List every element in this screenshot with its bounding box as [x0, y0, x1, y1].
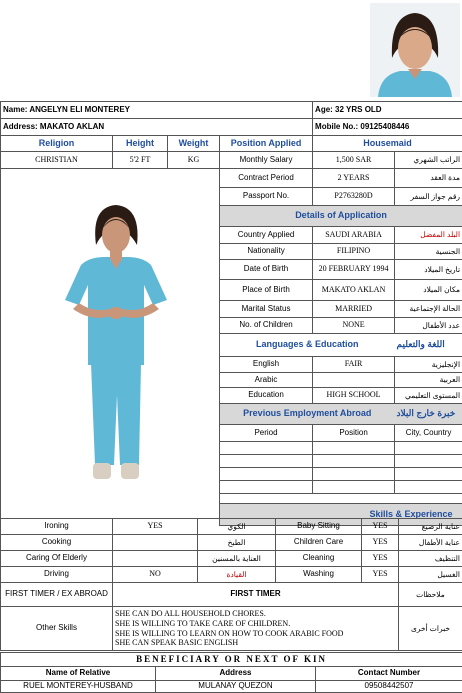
education-value: HIGH SCHOOL: [313, 388, 395, 404]
language-value: [313, 373, 395, 388]
language-value: FAIR: [313, 357, 395, 373]
employment-cell: [220, 455, 313, 468]
details-value: FILIPINO: [313, 244, 395, 260]
employment-cell: [220, 481, 313, 494]
relative-contact: 09508442507: [316, 681, 462, 693]
name-field: Name: ANGELYN ELI MONTEREY: [1, 102, 313, 119]
position-header: Position Applied: [220, 136, 313, 152]
details-label: Place of Birth: [220, 280, 313, 301]
skill-label: Caring Of Elderly: [1, 551, 113, 567]
employment-cell: [220, 442, 313, 455]
employment-cell: [313, 455, 395, 468]
language-ar: الإنجليزية: [395, 357, 462, 373]
religion-value: CHRISTIAN: [1, 152, 113, 169]
full-body-photo-cell: [1, 169, 220, 526]
info-table: [0, 101, 462, 526]
beneficiary-col: Address: [156, 667, 316, 681]
details-label: No. of Children: [220, 318, 313, 334]
job-label: Monthly Salary: [220, 152, 313, 169]
job-value: 1,500 SAR: [313, 152, 395, 169]
age-field: Age: 32 YRS OLD: [313, 102, 462, 119]
employment-cell: [313, 468, 395, 481]
skill-value: [113, 535, 198, 551]
height-header: Height: [113, 136, 168, 152]
skill-label: Cooking: [1, 535, 113, 551]
skill-ar: التنظيف: [399, 551, 462, 567]
employment-cell: [220, 468, 313, 481]
employment-cell: [395, 481, 462, 494]
details-ar: عدد الأطفال: [395, 318, 462, 334]
employment-header-ar: خبرة خارج البلاد: [395, 404, 462, 425]
employment-col: City, Country: [395, 425, 462, 442]
details-label: Nationality: [220, 244, 313, 260]
skill-ar: عناية الرضيع: [399, 519, 462, 535]
skill-ar: الكوي: [198, 519, 276, 535]
beneficiary-col: Name of Relative: [1, 667, 156, 681]
details-ar: الجنسية: [395, 244, 462, 260]
details-label: Date of Birth: [220, 260, 313, 280]
remarks-ar: ملاحظات: [399, 583, 462, 607]
address-field: Address: MAKATO AKLAN: [1, 119, 313, 136]
education-label: Education: [220, 388, 313, 404]
skill-ar: الغسيل: [399, 567, 462, 583]
skill-label: Baby Sitting: [276, 519, 362, 535]
mobile-field: Mobile No.: 09125408446: [313, 119, 462, 136]
skill-ar: عناية الأطفال: [399, 535, 462, 551]
skill-ar: القيادة: [198, 567, 276, 583]
details-value: NONE: [313, 318, 395, 334]
details-ar: الحالة الإجتماعية: [395, 301, 462, 318]
skills-table: [0, 518, 462, 651]
employment-cell: [313, 442, 395, 455]
employment-cell: [395, 442, 462, 455]
details-label: Country Applied: [220, 227, 313, 244]
other-skills-label: Other Skills: [1, 607, 113, 651]
relative-address: MULANAY QUEZON: [156, 681, 316, 693]
height-value: 5'2 FT: [113, 152, 168, 169]
passport-value: P2763280D: [313, 188, 395, 206]
beneficiary-table: [0, 652, 462, 693]
skill-label: Driving: [1, 567, 113, 583]
details-label: Marital Status: [220, 301, 313, 318]
skill-label: Cleaning: [276, 551, 362, 567]
employment-col: Period: [220, 425, 313, 442]
other-skill-line: SHE IS WILLING TO TAKE CARE OF CHILDREN.: [115, 618, 291, 628]
employment-col: Position: [313, 425, 395, 442]
weight-header: Weight: [168, 136, 220, 152]
skill-value: YES: [362, 535, 399, 551]
details-value: MAKATO AKLAN: [313, 280, 395, 301]
details-value: 20 FEBRUARY 1994: [313, 260, 395, 280]
languages-header: Languages & Education: [220, 334, 395, 357]
details-ar: تاريخ الميلاد: [395, 260, 462, 280]
details-value: MARRIED: [313, 301, 395, 318]
language-ar: العربية: [395, 373, 462, 388]
employment-cell: [313, 481, 395, 494]
education-ar: المستوى التعليمي: [395, 388, 462, 404]
skill-label: Children Care: [276, 535, 362, 551]
employment-cell: [395, 455, 462, 468]
contract-label: Contract Period: [220, 169, 313, 188]
details-ar: مكان الميلاد: [395, 280, 462, 301]
other-skill-line: SHE CAN DO ALL HOUSEHOLD CHORES.: [115, 609, 266, 619]
contract-ar: مدة العقد: [395, 169, 462, 188]
other-skill-line: SHE CAN SPEAK BASIC ENGLISH: [115, 638, 239, 648]
beneficiary-col: Contact Number: [316, 667, 462, 681]
skill-ar: العناية بالمسنين: [198, 551, 276, 567]
beneficiary-title: BENEFICIARY OR NEXT OF KIN: [1, 653, 462, 667]
contract-value: 2 YEARS: [313, 169, 395, 188]
employment-cell: [395, 468, 462, 481]
language-label: English: [220, 357, 313, 373]
skill-value: YES: [362, 519, 399, 535]
languages-header-ar: اللغة والتعليم: [395, 334, 462, 357]
first-timer-label: FIRST TIMER / EX ABROAD: [1, 583, 113, 607]
skill-ar: الطبخ: [198, 535, 276, 551]
skill-value: YES: [113, 519, 198, 535]
other-skills-text: [113, 607, 399, 651]
passport-label: Passport No.: [220, 188, 313, 206]
skill-label: Ironing: [1, 519, 113, 535]
skill-label: Washing: [276, 567, 362, 583]
employment-header: Previous Employment Abroad: [220, 404, 395, 425]
details-ar: البلد المفضل: [395, 227, 462, 244]
portrait-photo: [370, 3, 460, 97]
details-value: SAUDI ARABIA: [313, 227, 395, 244]
skill-value: [113, 551, 198, 567]
relative-name: RUEL MONTEREY-HUSBAND: [1, 681, 156, 693]
other-skill-line: SHE IS WILLING TO LEARN ON HOW TO COOK ARABIC FOOD: [115, 628, 344, 638]
first-timer-value: FIRST TIMER: [113, 583, 399, 607]
skills-header: Skills & Experience: [220, 504, 462, 526]
skill-value: YES: [362, 551, 399, 567]
employment-cell: [220, 494, 462, 504]
weight-value: KG: [168, 152, 220, 169]
other-skills-ar: خبرات أخرى: [399, 607, 462, 651]
full-body-photo: [1, 185, 220, 510]
passport-ar: رقم جواز السفر: [395, 188, 462, 206]
job-ar: الراتب الشهري: [395, 152, 462, 169]
language-label: Arabic: [220, 373, 313, 388]
details-header: Details of Application: [220, 206, 462, 227]
skill-value: NO: [113, 567, 198, 583]
religion-header: Religion: [1, 136, 113, 152]
position-value: Housemaid: [313, 136, 462, 152]
skill-value: YES: [362, 567, 399, 583]
